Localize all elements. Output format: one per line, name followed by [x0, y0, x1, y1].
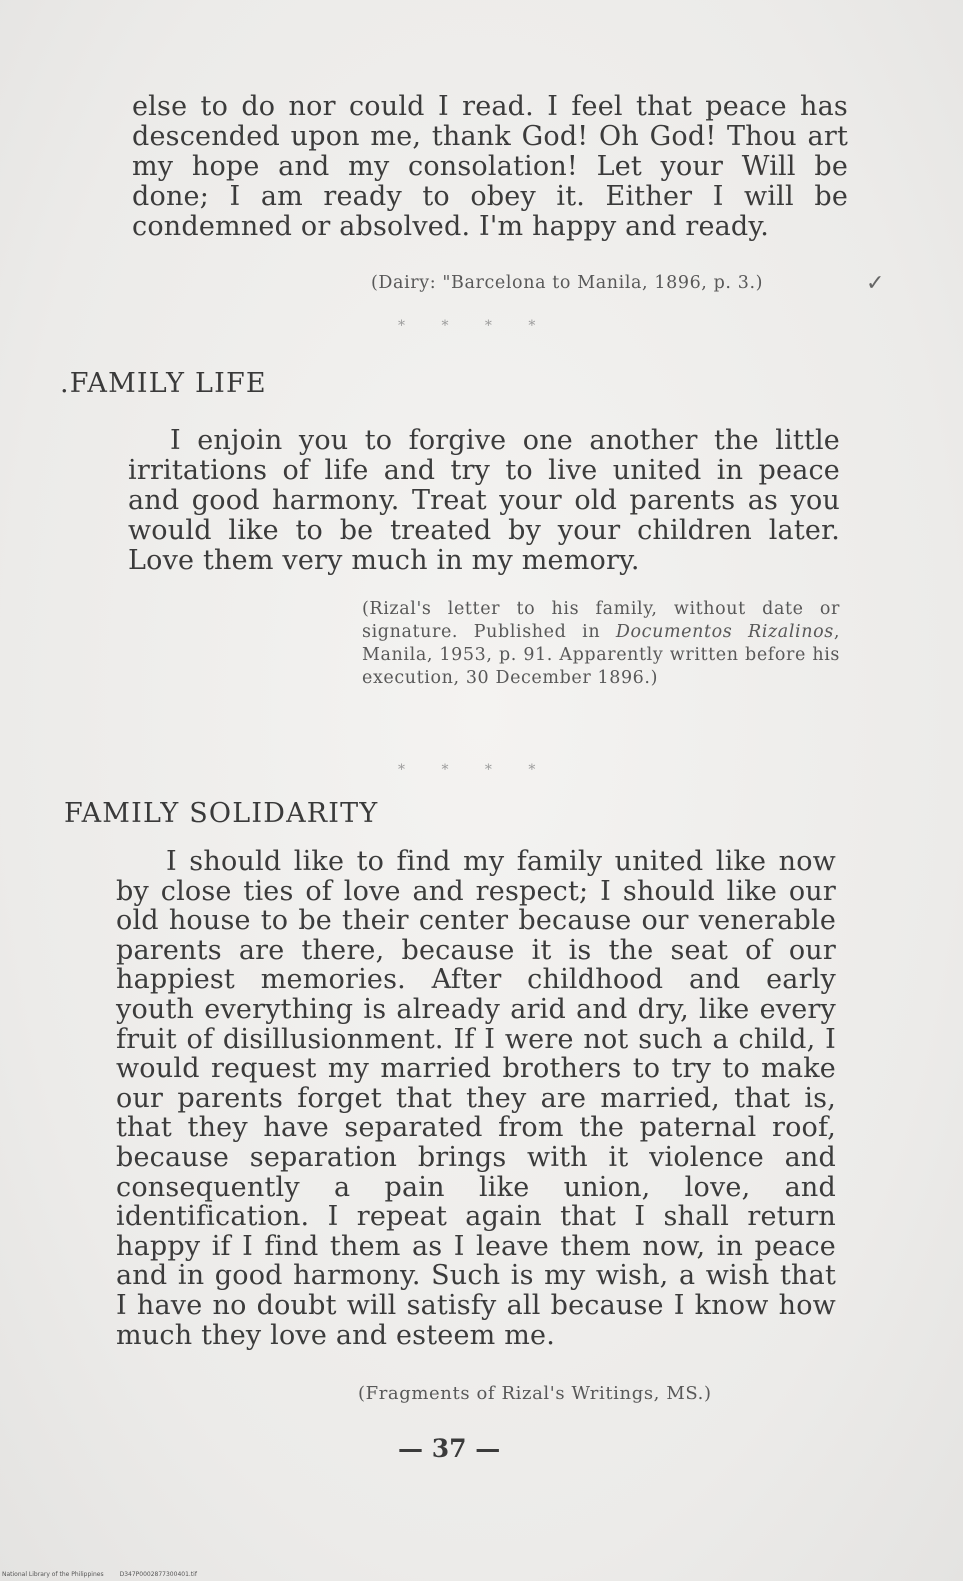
- family-life-source-start: (Rizal's letter to his family, without date or signature. Published in: [362, 599, 840, 642]
- family-solidarity-paragraph: [116, 847, 836, 1350]
- heading-family-life: .FAMILY LIFE: [60, 368, 267, 399]
- footer-file-id: D347P0002877300401.tif: [119, 1571, 197, 1578]
- family-life-paragraph: [128, 426, 840, 576]
- family-life-source-end: , Manila, 1953, p. 91. Apparently written before his execution, 30 December 1896.): [362, 622, 840, 688]
- scan-footer: [2, 1571, 213, 1578]
- family-solidarity-text: I should like to find my family united like now by close ties of love and respect; I should like our old house to be their center because our venerable parents are there, because it is the seat of our happiest memories. After childhood and early youth everything is already arid and dry, like every fruit of disillusionment. If I were not such a child, I would request my married brothers to try to make our parents forget that they are married, that is, that they have separated from the paternal roof, because separation brings with it violence and consequently a pain like union, love, and identification. I repeat again that I shall return happy if I find them as I leave them now, in peace and in good harmony. Such is my wish, a wish that I have no doubt will satisfy all because I know how much they love and esteem me.: [116, 846, 836, 1351]
- separator-stars-2: * * * *: [398, 762, 552, 778]
- family-solidarity-source: [358, 1382, 818, 1405]
- opening-source: [371, 272, 851, 295]
- family-life-source: [362, 598, 840, 690]
- heading-family-solidarity: FAMILY SOLIDARITY: [64, 798, 379, 829]
- opening-paragraph-text: else to do nor could I read. I feel that peace has descended upon me, thank God! Oh God! Thou art my hope and my consolation! Let your Will be done; I am ready to obey it. Either I will be condemned or absolved. I'm happy and ready.: [132, 91, 848, 242]
- opening-source-text: (Dairy: "Barcelona to Manila, 1896, p. 3.): [371, 273, 764, 293]
- page-number: — 37 —: [398, 1434, 501, 1463]
- family-life-text: I enjoin you to forgive one another the little irritations of life and try to live united in peace and good harmony. Treat your old parents as you would like to be treated by your children later. Love them very much in my memory.: [128, 425, 840, 576]
- opening-paragraph: [132, 92, 848, 242]
- separator-stars-1: * * * *: [398, 318, 552, 334]
- family-life-source-italic: Documentos Rizalinos: [615, 622, 834, 642]
- check-mark-icon: ✓: [866, 271, 885, 296]
- family-solidarity-source-text: (Fragments of Rizal's Writings, MS.): [358, 1383, 712, 1404]
- footer-library: National Library of the Philippines: [2, 1571, 104, 1578]
